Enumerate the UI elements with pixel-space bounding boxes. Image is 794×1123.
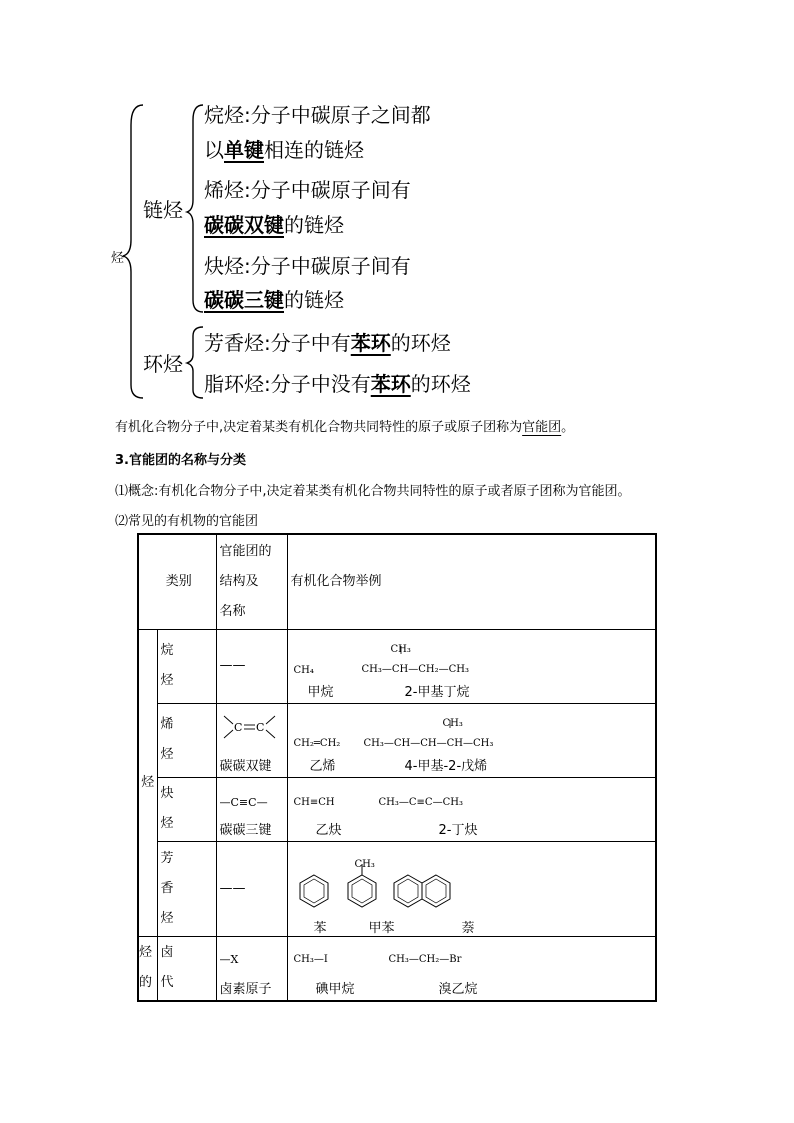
ring-label: 环烃 (143, 352, 183, 376)
example-cell: CH₂═CH₂ CH₃ CH₃—CH—CH—CH—CH₃ 乙烯 4-甲基-2-戊烯 (287, 703, 656, 777)
fg-cell: —C≡C— 碳碳三键 (216, 777, 287, 841)
category-cell: 卤 代 (157, 936, 216, 1001)
group-hydrocarbon: 烃 (138, 629, 157, 936)
table-row (138, 629, 656, 703)
fg-cell: —— (216, 841, 287, 936)
header-example: 有机化合物举例 (287, 534, 656, 629)
concept-paragraph: ⑴概念:有机化合物分子中,决定着某类有机化合物共同特性的原子或者原子团称为官能团。 (115, 484, 631, 499)
aromatic-line: 芳香烃:分子中有苯环的环烃 (204, 331, 451, 355)
example-cell: CH₃—I CH₃—CH₂—Br 碘甲烷 溴乙烷 (287, 936, 656, 1001)
alkene-line2: 碳碳双键的链烃 (204, 213, 344, 237)
table-row (138, 777, 656, 841)
table-row (138, 703, 656, 777)
group-derivative: 烃 的 (138, 936, 157, 1001)
section-title: 3.官能团的名称与分类 (115, 453, 246, 468)
header-category: 类别 (138, 534, 216, 629)
category-cell: 烷 烃 (157, 629, 216, 703)
table-header-row (138, 534, 656, 629)
functional-group-table (137, 533, 657, 1002)
table-row (138, 841, 656, 936)
alkane-line1: 烷烃:分子中碳原子之间都 (204, 103, 431, 127)
alkyne-line1: 炔烃:分子中碳原子间有 (204, 254, 411, 278)
fg-cell: —X 卤素原子 (216, 936, 287, 1001)
ring-brace (187, 327, 203, 398)
example-cell: CH₃ 苯 甲苯 萘 (287, 841, 656, 936)
alkene-line1: 烯烃:分子中碳原子间有 (204, 178, 411, 202)
double-bond-structure (217, 704, 288, 749)
chain-label: 链烃 (143, 198, 183, 222)
alkyne-line2: 碳碳三键的链烃 (204, 288, 344, 312)
svg-text:C: C (255, 720, 264, 734)
table-row (138, 936, 656, 1001)
root-label: 烃 (111, 251, 125, 266)
category-cell: 烯 烃 (157, 703, 216, 777)
example-cell: CH≡CH CH₃—C≡C—CH₃ 乙炔 2-丁炔 (287, 777, 656, 841)
svg-text:C: C (233, 720, 242, 734)
fg-cell: C C 碳碳双键 (216, 703, 287, 777)
category-cell: 芳 香 烃 (157, 841, 216, 936)
alicyclic-line: 脂环烃:分子中没有苯环的环烃 (204, 372, 471, 396)
category-cell: 炔 烃 (157, 777, 216, 841)
common-paragraph: ⑵常见的有机物的官能团 (115, 514, 259, 529)
example-cell: CH₄ CH₃ CH₃—CH—CH₂—CH₃ 甲烷 2-甲基丁烷 (287, 629, 656, 703)
fg-cell: —— (216, 629, 287, 703)
header-fg: 官能团的 结构及 名称 (216, 534, 287, 629)
chain-brace (187, 105, 203, 312)
main-brace (123, 105, 143, 398)
definition-paragraph: 有机化合物分子中,决定着某类有机化合物共同特性的原子或原子团称为官能团。 (115, 420, 575, 435)
alkane-line2: 以单键相连的链烃 (204, 138, 364, 162)
